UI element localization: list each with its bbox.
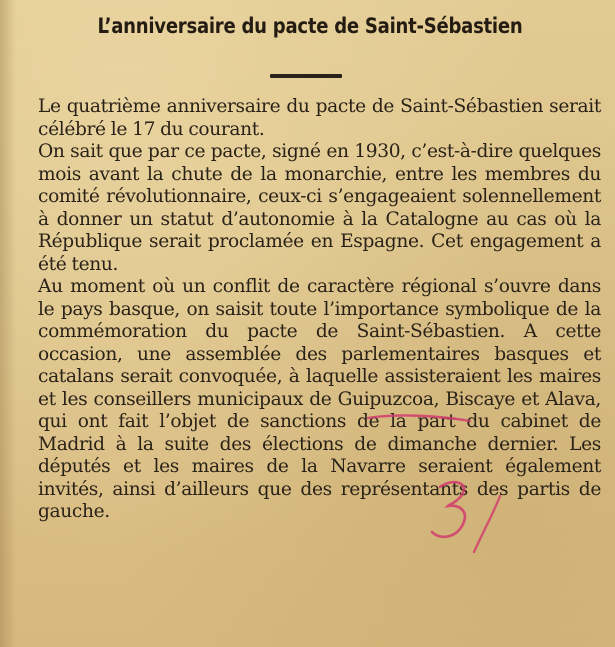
article-headline: L’anniversaire du pacte de Saint-Sébastien — [97, 14, 523, 38]
headline-divider — [270, 74, 342, 78]
article-paragraph-1: Le quatrième anniversaire du pacte de Saint-Sébastien serait célébré le 17 du courant. — [38, 96, 601, 140]
article-body — [38, 96, 601, 524]
article-paragraph-2: On sait que par ce pacte, signé en 1930, c’est-à-dire quelques mois avant la chute de la monarchie, entre les membres du comité révolutionnaire, ceux-ci s’engageaient solennellement à donner un statut d’autonomie à la Catalogne au cas où la République serait proclamée en Espagne. Cet engagement a été tenu. — [38, 141, 601, 275]
article-paragraph-3: Au moment où un conflit de caractère régional s’ouvre dans le pays basque, on saisit toute l’importance symbolique de la commémoration du pacte de Saint-Sébastien. A cette occasion, une assemblée des parlementaires basques et catalans serait convoquée, à laquelle assisteraient les maires et les conseillers municipaux de Guipuzcoa, Biscaye et Alava, qui ont fait l’objet de sanctions de la part du cabinet de Madrid à la suite des élections de dimanche dernier. Les députés et les maires de la Navarre seraient également invités, ainsi d’ailleurs que des représentants des partis de gauche. — [38, 276, 601, 522]
